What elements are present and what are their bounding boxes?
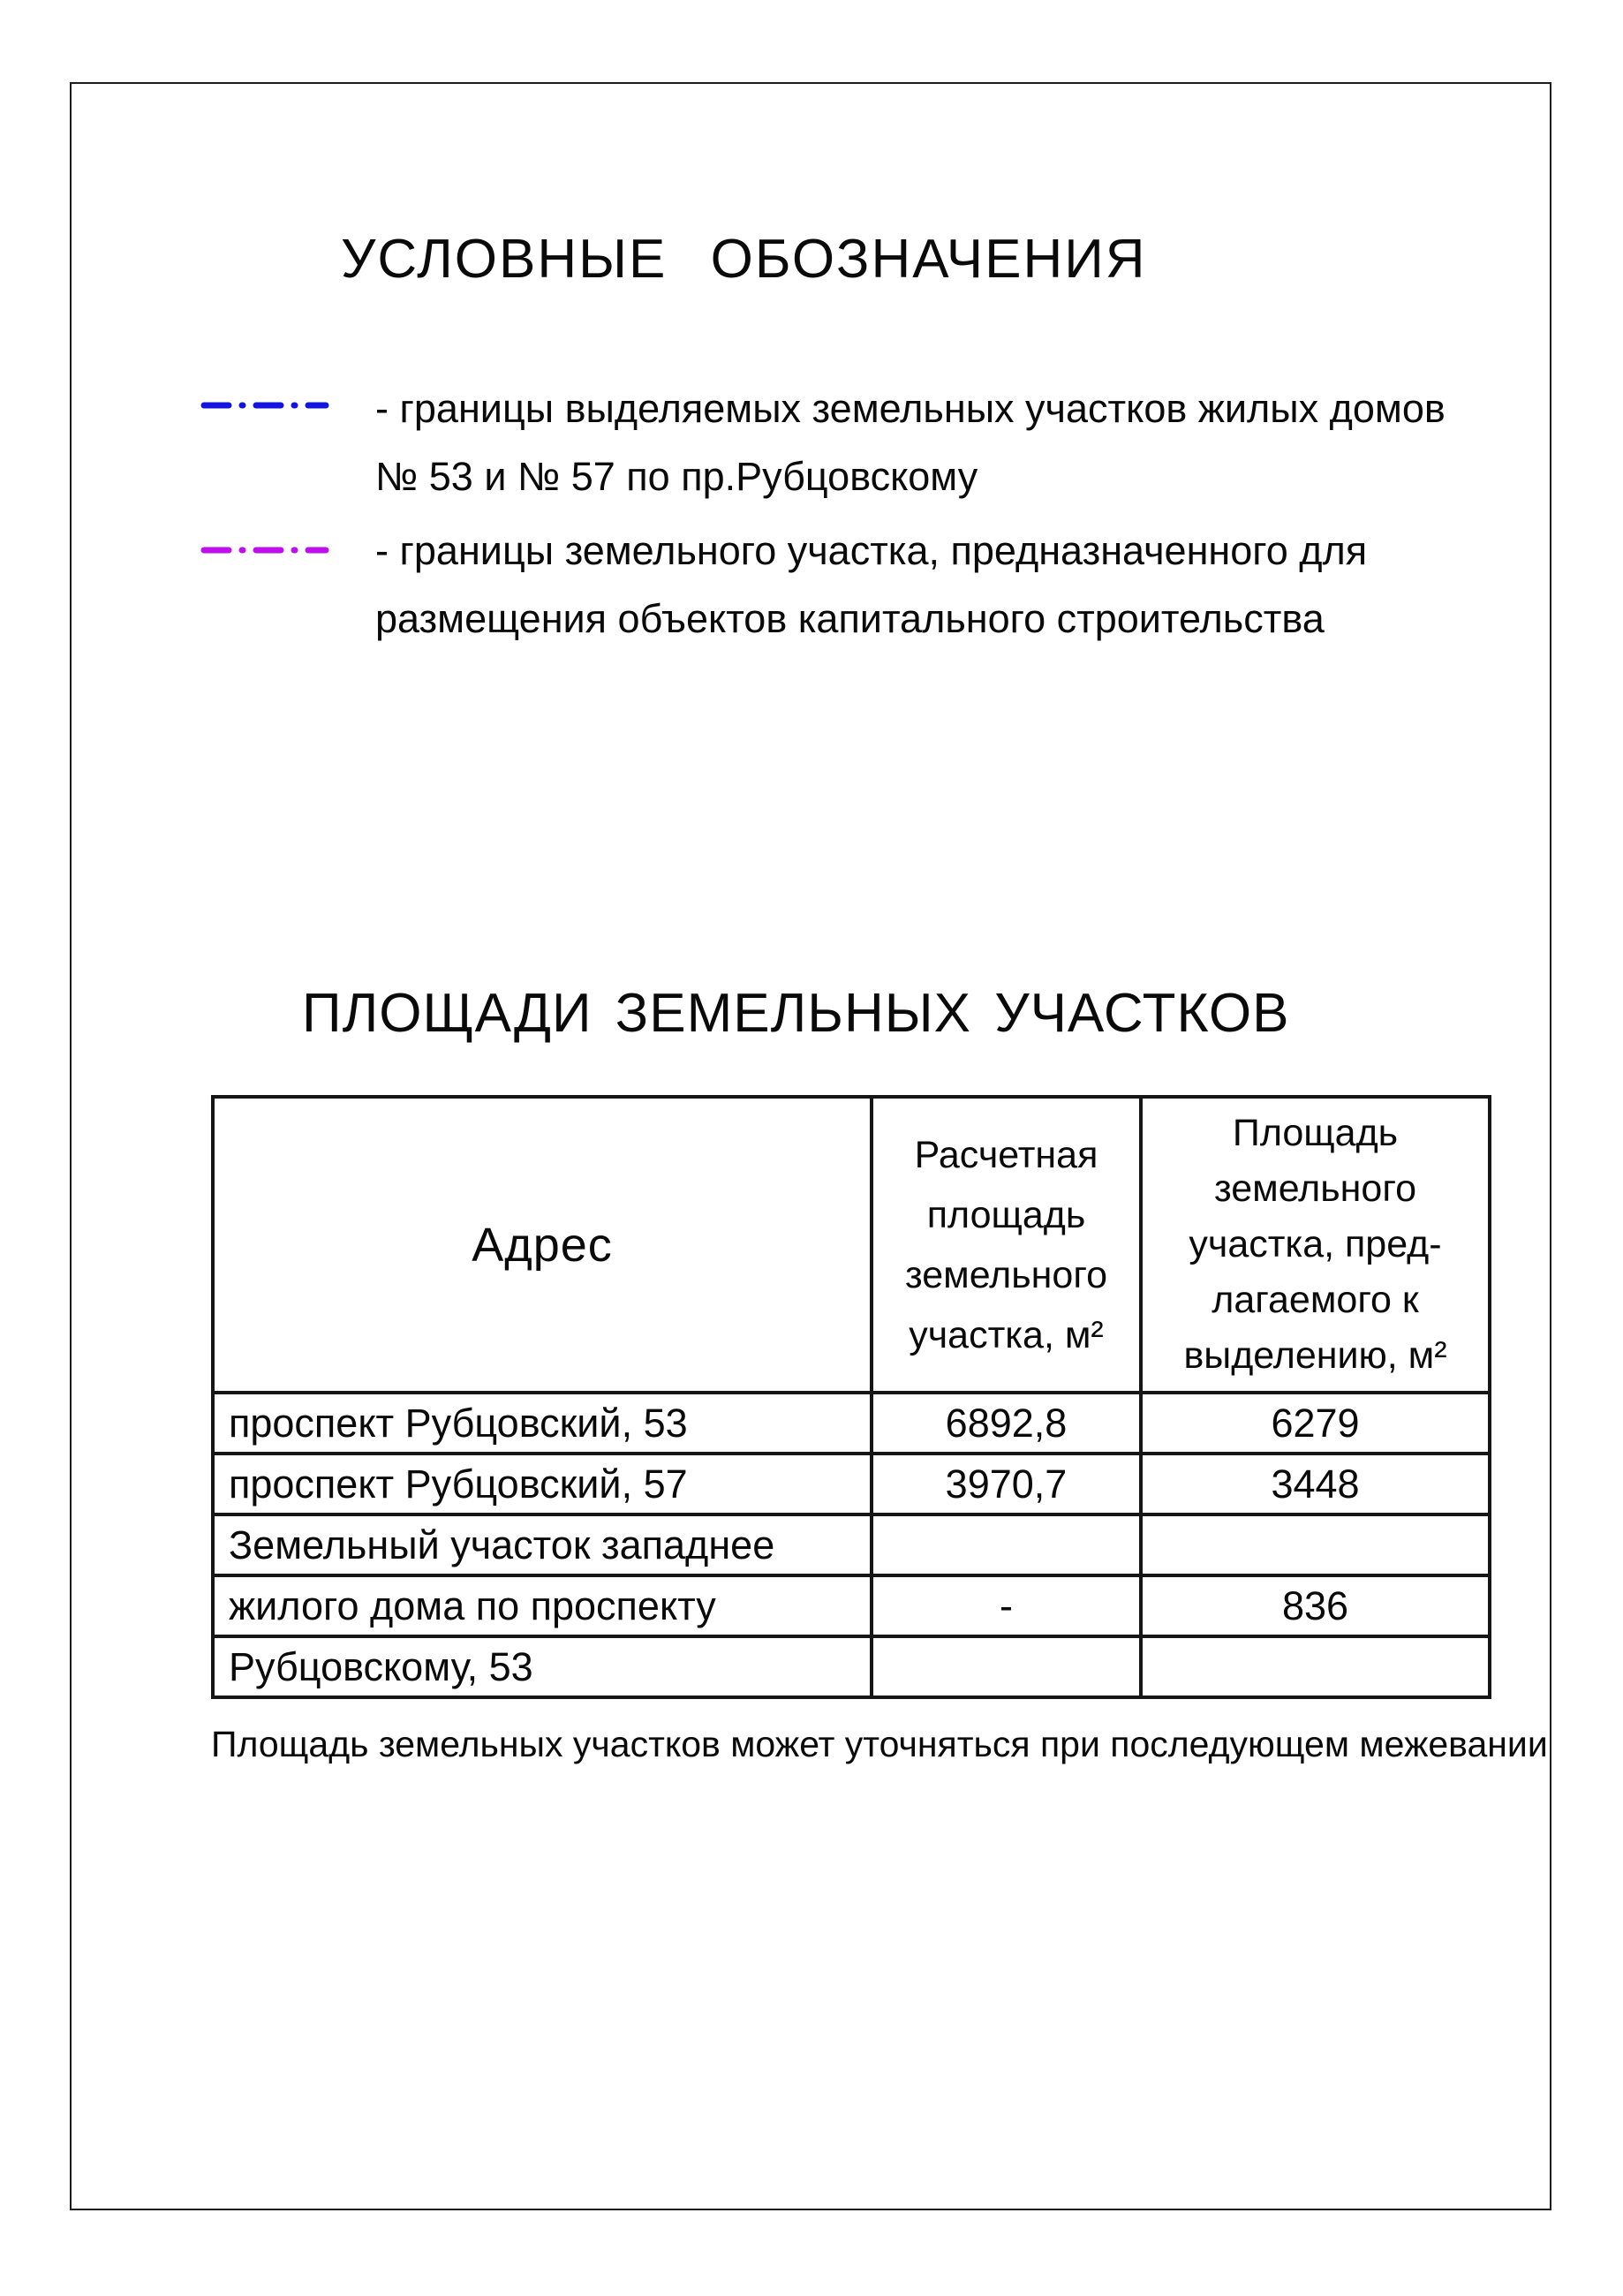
col-header-calc-area xyxy=(872,1097,1141,1393)
table-row xyxy=(213,1454,1490,1514)
table-row xyxy=(213,1393,1490,1454)
table-row xyxy=(213,1575,1490,1636)
col-header-calc-line: земельного xyxy=(904,1253,1107,1296)
areas-section-title: ПЛОЩАДИ ЗЕМЕЛЬНЫХ УЧАСТКОВ xyxy=(302,983,1290,1044)
cell-address: проспект Рубцовский, 57 xyxy=(213,1454,872,1514)
cell-address: жилого дома по проспекту xyxy=(213,1575,872,1636)
cell-address: Земельный участок западнее xyxy=(213,1514,872,1575)
cell-calc-area xyxy=(872,1636,1141,1697)
legend-item-2 xyxy=(375,517,1367,653)
blue-dash-dot-line-swatch xyxy=(199,401,331,410)
col-header-alloc-line: участка, пред- xyxy=(1189,1223,1442,1265)
legend-section-title: УСЛОВНЫЕ ОБОЗНАЧЕНИЯ xyxy=(341,229,1147,290)
cell-calc-area: 6892,8 xyxy=(872,1393,1141,1454)
table-row xyxy=(213,1514,1490,1575)
legend-item-1-line-1: - границы выделяемых земельных участков жилых домов xyxy=(375,386,1446,431)
cell-calc-area: 3970,7 xyxy=(872,1454,1141,1514)
legend-item-2-line-2: размещения объектов капитального строительства xyxy=(375,596,1325,641)
cell-alloc-area xyxy=(1141,1636,1490,1697)
cell-alloc-area: 3448 xyxy=(1141,1454,1490,1514)
col-header-calc-line: участка, м² xyxy=(909,1313,1104,1356)
cell-alloc-area: 6279 xyxy=(1141,1393,1490,1454)
cell-address: проспект Рубцовский, 53 xyxy=(213,1393,872,1454)
col-header-alloc-line: выделению, м² xyxy=(1183,1334,1447,1377)
cell-calc-area xyxy=(872,1514,1141,1575)
col-header-calc-line: площадь xyxy=(926,1193,1086,1236)
legend-item-1-line-2: № 53 и № 57 по пр.Рубцовскому xyxy=(375,454,978,499)
land-areas-table xyxy=(211,1095,1491,1699)
col-header-alloc-area xyxy=(1141,1097,1490,1393)
cell-alloc-area xyxy=(1141,1514,1490,1575)
legend-item-2-line-1: - границы земельного участка, предназначенного для xyxy=(375,528,1368,573)
col-header-alloc-line: лагаемого к xyxy=(1212,1279,1419,1321)
table-row xyxy=(213,1636,1490,1697)
table-footnote: Площадь земельных участков может уточняться при последующем межевании xyxy=(211,1724,1548,1764)
col-header-alloc-line: Площадь xyxy=(1232,1112,1399,1154)
legend-item-1 xyxy=(375,374,1446,510)
col-header-address: Адрес xyxy=(213,1097,872,1393)
col-header-alloc-line: земельного xyxy=(1213,1167,1416,1210)
col-header-calc-line: Расчетная xyxy=(914,1133,1098,1176)
cell-calc-area: - xyxy=(872,1575,1141,1636)
magenta-dash-dot-line-swatch xyxy=(199,546,331,555)
cell-address: Рубцовскому, 53 xyxy=(213,1636,872,1697)
table-header-row xyxy=(213,1097,1490,1393)
cell-alloc-area: 836 xyxy=(1141,1575,1490,1636)
